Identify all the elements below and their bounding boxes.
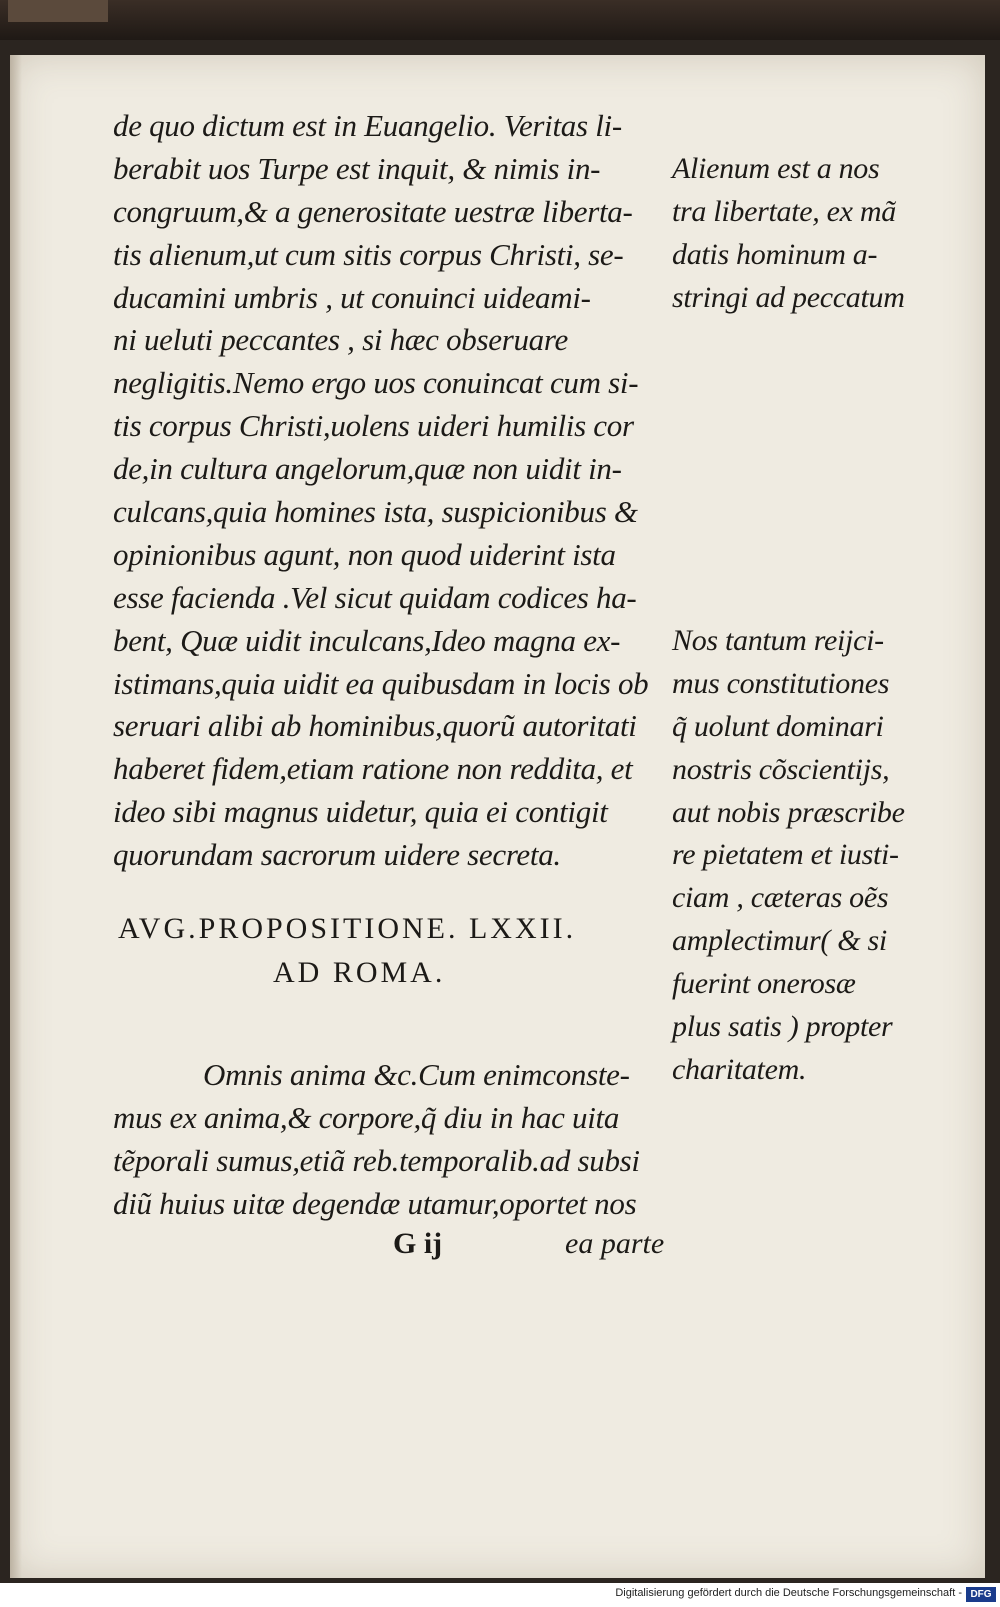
text-line: negligitis.Nemo ergo uos conuincat cum si- <box>113 365 639 401</box>
text-line: tis alienum,ut cum sitis corpus Christi, se- <box>113 236 624 272</box>
heading-line: AD ROMA. <box>273 956 446 989</box>
text-line: haberet fidem,etiam ratione non reddita, et <box>113 751 633 787</box>
marginal-line: datis hominum a- <box>672 237 878 271</box>
text-line: culcans,quia homines ista, suspicionibus & <box>113 494 638 530</box>
dfg-logo: DFG <box>966 1587 996 1602</box>
marginal-line: aut nobis præscribe <box>672 795 905 829</box>
text-line: berabit uos Turpe est inquit, & nimis in- <box>113 150 601 186</box>
text-line: congruum,& a generositate uestræ liberta- <box>113 193 633 229</box>
text-line: ideo sibi magnus uidetur, quia ei contigit <box>113 794 608 830</box>
credit-bar <box>0 1583 1000 1607</box>
marginal-line: tra libertate, ex mã <box>672 194 896 228</box>
marginal-line: mus constitutiones <box>672 666 890 700</box>
marginal-line: Nos tantum reijci- <box>672 624 884 657</box>
book-binding-edge <box>0 0 1000 40</box>
text-line: seruari alibi ab hominibus,quorũ autoritati <box>113 708 637 744</box>
marginal-line: stringi ad peccatum <box>672 280 905 314</box>
marginal-line: fuerint onerosæ <box>672 967 856 1001</box>
marginal-line: plus satis ) propter <box>672 1010 893 1044</box>
page-gutter-shadow <box>10 55 22 1578</box>
text-line: tẽporali sumus,etiã reb.temporalib.ad subsi <box>113 1143 640 1178</box>
marginal-note-liberty <box>672 148 917 320</box>
section-heading <box>118 912 678 1000</box>
text-line: bent, Quæ uidit inculcans,Ideo magna ex- <box>113 622 621 658</box>
marginal-line: amplectimur( & si <box>672 924 887 958</box>
marginal-line: nostris cõscientijs, <box>672 752 890 786</box>
marginal-line: re pietatem et iusti- <box>672 838 899 872</box>
text-line: de,in cultura angelorum,quæ non uidit in- <box>113 451 622 487</box>
section-body <box>113 1053 673 1225</box>
heading-line: AVG.PROPOSITIONE. LXXII. <box>118 912 577 945</box>
binding-tab <box>8 0 108 22</box>
marginal-line: charitatem. <box>672 1052 807 1086</box>
text-line: ducamini umbris , ut conuinci uideami- <box>113 279 591 315</box>
funding-credit: Digitalisierung gefördert durch die Deutsche Forschungsgemeinschaft - <box>615 1587 962 1599</box>
text-line: de quo dictum est in Euangelio. Veritas li- <box>113 108 622 143</box>
text-line: opinionibus agunt, non quod uiderint ista <box>113 536 616 572</box>
text-line: Omnis anima &c.Cum enimconste- <box>203 1057 630 1092</box>
text-line: istimans,quia uidit ea quibusdam in locis ob <box>113 665 649 701</box>
text-line: esse facienda .Vel sicut quidam codices ha- <box>113 579 637 615</box>
text-line: tis corpus Christi,uolens uideri humilis cor <box>113 408 634 444</box>
catchword: ea parte <box>565 1227 665 1260</box>
marginal-line: q̃ uolunt dominari <box>672 709 884 743</box>
main-text-column <box>113 105 673 877</box>
text-line: quorundam sacrorum uidere secreta. <box>113 837 561 873</box>
marginal-line: Alienum est a nos <box>672 152 880 185</box>
marginal-line: ciam , cæteras oẽs <box>672 881 889 915</box>
text-line: mus ex anima,& corpore,q̃ diu in hac uita <box>113 1100 620 1135</box>
signature-mark: G ij <box>393 1227 443 1260</box>
text-line: ni ueluti peccantes , si hæc obseruare <box>113 322 568 358</box>
text-line: diũ huius uitæ degendæ utamur,oportet nos <box>113 1186 637 1221</box>
marginal-note-constitutions <box>672 620 917 1092</box>
